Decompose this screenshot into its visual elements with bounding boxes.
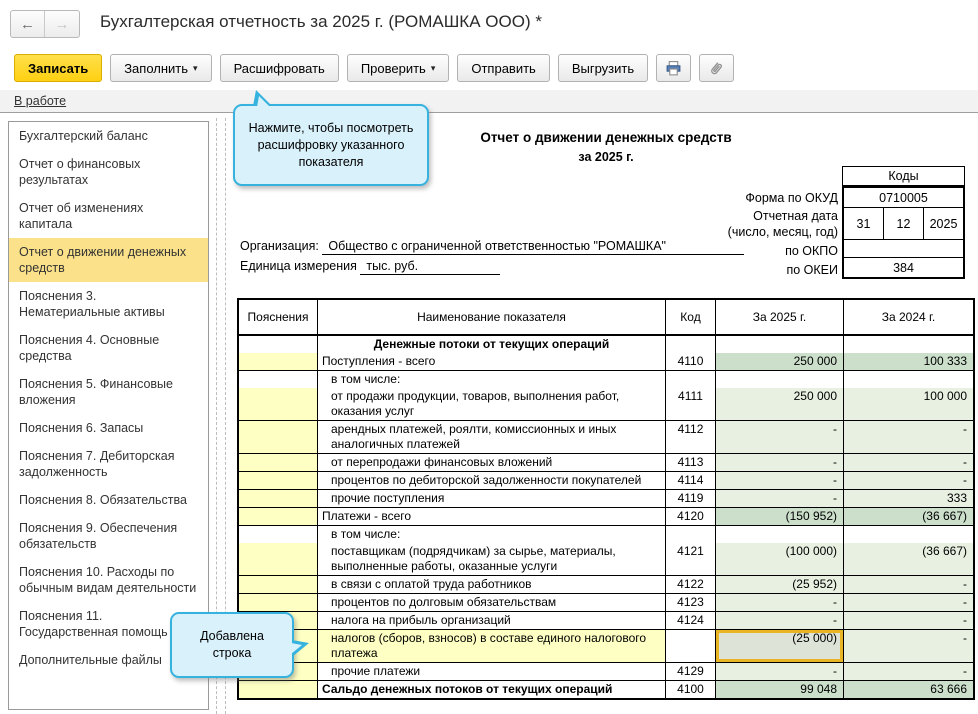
toolbar [14, 54, 734, 82]
indicator-name-cell[interactable]: прочие платежи [317, 663, 665, 680]
value-2025-cell[interactable]: 250 000 [715, 388, 843, 420]
organization-label: Организация: [240, 239, 319, 253]
date-day-cell[interactable]: 31 [856, 216, 871, 231]
value-2025-cell[interactable]: 250 000 [715, 353, 843, 370]
indicator-name-cell[interactable]: Поступления - всего [317, 353, 665, 370]
decrypt-tooltip-text: Нажмите, чтобы посмотреть расшифровку указанного показателя [248, 120, 414, 169]
table-row [239, 353, 973, 370]
header-year-2024: За 2024 г. [843, 300, 973, 334]
indicator-name-cell: Денежные потоки от текущих операций [317, 336, 665, 353]
status-band [0, 90, 978, 113]
explanations-cell[interactable] [239, 576, 317, 593]
explanations-cell[interactable] [239, 543, 317, 575]
indicator-name-cell[interactable]: процентов по дебиторской задолженности покупателей [317, 472, 665, 489]
explanations-cell[interactable] [239, 353, 317, 370]
export-button[interactable]: Выгрузить [558, 54, 648, 82]
code-cell[interactable]: 4120 [665, 508, 715, 525]
indicator-name-cell[interactable]: прочие поступления [317, 490, 665, 507]
added-row-tooltip-text: Добавлена строка [200, 629, 264, 660]
decrypt-tooltip [233, 104, 429, 186]
indicator-name-cell[interactable]: Платежи - всего [317, 508, 665, 525]
sidebar-item[interactable]: Пояснения 4. Основные средства [19, 333, 160, 363]
indicator-name-cell[interactable]: от перепродажи финансовых вложений [317, 454, 665, 471]
code-cell[interactable]: 4129 [665, 663, 715, 680]
okud-value-cell[interactable]: 0710005 [844, 188, 963, 208]
code-cell[interactable] [665, 630, 715, 662]
codes-box [842, 186, 965, 279]
header-code: Код [665, 300, 715, 334]
explanations-cell[interactable] [239, 388, 317, 420]
report-table [237, 298, 975, 700]
back-button[interactable] [11, 11, 45, 37]
code-cell[interactable]: 4123 [665, 594, 715, 611]
fill-button[interactable] [110, 54, 211, 82]
sidebar-item[interactable]: Отчет о движении денежных средств [9, 238, 208, 282]
report-date-cells [844, 208, 963, 240]
value-2025-cell[interactable]: (25 000) [715, 630, 843, 662]
value-2024-cell[interactable]: - [843, 454, 973, 471]
code-cell[interactable]: 4110 [665, 353, 715, 370]
header-explanations: Пояснения [247, 309, 309, 324]
unit-label: Единица измерения [240, 259, 357, 273]
code-cell[interactable]: 4121 [665, 543, 715, 575]
report-title: Отчет о движении денежных средств [480, 130, 732, 145]
codes-header-cell: Коды [842, 166, 965, 186]
table-row [239, 453, 973, 471]
print-button[interactable] [656, 54, 691, 82]
code-cell[interactable]: 4111 [665, 388, 715, 420]
sidebar-item[interactable]: Отчет о финансовых результатах [19, 157, 141, 187]
value-2025-cell[interactable]: - [715, 490, 843, 507]
explanations-cell[interactable] [239, 472, 317, 489]
code-cell [665, 336, 715, 353]
value-2024-cell[interactable]: 333 [843, 490, 973, 507]
code-cell[interactable]: 4100 [665, 681, 715, 698]
value-2024-cell[interactable]: 100 333 [843, 353, 973, 370]
send-button[interactable]: Отправить [457, 54, 549, 82]
value-2025-cell [715, 526, 843, 543]
code-cell[interactable]: 4124 [665, 612, 715, 629]
sidebar-item[interactable]: Пояснения 10. Расходы по обычным видам деятельности [19, 565, 197, 595]
table-row [239, 575, 973, 593]
value-2025-cell [715, 371, 843, 388]
value-2024-cell[interactable]: - [843, 663, 973, 680]
explanations-cell [239, 371, 317, 388]
decrypt-button[interactable]: Расшифровать [220, 54, 339, 82]
unit-line [240, 259, 500, 275]
value-2025-cell[interactable]: (100 000) [715, 543, 843, 575]
table-row [239, 420, 973, 453]
sidebar-item[interactable]: Пояснения 11. Государственная помощь [19, 609, 168, 639]
indicator-name-cell[interactable]: поставщикам (подрядчикам) за сырье, материалы, выполненные работы, оказанные услуги [317, 543, 665, 575]
indicator-name-cell[interactable]: налогов (сборов, взносов) в составе единого налогового платежа [317, 630, 665, 662]
indicator-name-cell[interactable]: арендных платежей, роялти, комиссионных и иных аналогичных платежей [317, 421, 665, 453]
date-year-cell[interactable]: 2025 [923, 208, 963, 239]
paperclip-icon [708, 60, 725, 77]
code-cell[interactable]: 4122 [665, 576, 715, 593]
chevron-down-icon: ▾ [193, 62, 198, 73]
value-2025-cell[interactable]: - [715, 454, 843, 471]
value-2024-cell [843, 336, 973, 353]
okpo-label: по ОКПО [785, 244, 838, 258]
check-button[interactable] [347, 54, 450, 82]
value-2025-cell[interactable]: (25 952) [715, 576, 843, 593]
table-row [239, 662, 973, 680]
table-row [239, 370, 973, 388]
table-row [239, 593, 973, 611]
value-2024-cell [843, 526, 973, 543]
value-2024-cell[interactable]: - [843, 472, 973, 489]
okud-label: Форма по ОКУД [745, 191, 838, 205]
check-button-label: Проверить [360, 60, 426, 76]
sidebar-item[interactable]: Дополнительные файлы [19, 653, 162, 667]
indicator-name-cell[interactable]: от продажи продукции, товаров, выполнения работ, оказания услуг [317, 388, 665, 420]
indicator-name-cell[interactable]: процентов по долговым обязательствам [317, 594, 665, 611]
code-cell [665, 526, 715, 543]
report-date-label: Отчетная дата [753, 209, 838, 223]
organization-line [240, 239, 744, 255]
value-2025-cell[interactable]: - [715, 612, 843, 629]
sidebar-item[interactable]: Пояснения 9. Обеспечения обязательств [19, 521, 178, 551]
explanations-cell [239, 526, 317, 543]
value-2024-cell[interactable]: 63 666 [843, 681, 973, 698]
value-2025-cell[interactable]: - [715, 663, 843, 680]
back-arrow-icon: ← [20, 15, 35, 33]
attach-button[interactable] [699, 54, 734, 82]
report-date-sublabel: (число, месяц, год) [727, 225, 838, 239]
value-2025-cell[interactable]: - [715, 421, 843, 453]
sidebar-item[interactable]: Пояснения 3. Нематериальные активы [19, 289, 165, 319]
organization-value[interactable]: Общество с ограниченной ответственностью "РОМАШКА" [322, 239, 744, 255]
value-2024-cell[interactable]: - [843, 630, 973, 662]
table-row [239, 489, 973, 507]
value-2024-cell[interactable]: 100 000 [843, 388, 973, 420]
code-cell[interactable]: 4112 [665, 421, 715, 453]
save-button[interactable]: Записать [14, 54, 102, 82]
indicator-name-cell[interactable]: налога на прибыль организаций [317, 612, 665, 629]
code-cell[interactable]: 4113 [665, 454, 715, 471]
report-table-body [239, 336, 973, 698]
tooltip-tail-icon [257, 96, 270, 107]
chevron-down-icon: ▾ [430, 62, 436, 73]
okei-value-cell[interactable]: 384 [893, 260, 914, 275]
nav-buttons [10, 10, 80, 38]
header-year-2025: За 2025 г. [715, 300, 843, 334]
added-row-tooltip [170, 612, 294, 678]
code-cell[interactable]: 4119 [665, 490, 715, 507]
status-link[interactable]: В работе [14, 94, 67, 108]
forward-arrow-icon: → [54, 15, 70, 33]
value-2024-cell [843, 371, 973, 388]
sidebar-list [9, 122, 208, 674]
value-2024-cell[interactable]: - [843, 576, 973, 593]
sidebar-item[interactable]: Пояснения 7. Дебиторская задолженность [19, 449, 175, 479]
explanations-cell [239, 336, 317, 353]
unit-value[interactable]: тыс. руб. [360, 259, 500, 275]
value-2025-cell[interactable]: 99 048 [715, 681, 843, 698]
value-2024-cell[interactable]: - [843, 421, 973, 453]
report-period: за 2025 г. [578, 150, 634, 164]
date-month-cell[interactable]: 12 [883, 208, 923, 239]
sidebar-item[interactable]: Пояснения 8. Обязательства [19, 493, 187, 507]
value-2025-cell[interactable]: - [715, 594, 843, 611]
table-row [239, 611, 973, 629]
explanations-cell[interactable] [239, 594, 317, 611]
table-row [239, 629, 973, 662]
table-row [239, 543, 973, 575]
table-row [239, 471, 973, 489]
indicator-name-cell: в том числе: [317, 371, 665, 388]
sidebar-item[interactable]: Отчет об изменениях капитала [19, 201, 144, 231]
sidebar-item[interactable]: Пояснения 5. Финансовые вложения [19, 377, 173, 407]
explanations-cell[interactable] [239, 454, 317, 471]
code-cell[interactable]: 4114 [665, 472, 715, 489]
header-indicator-name: Наименование показателя [317, 300, 665, 334]
table-row [239, 507, 973, 525]
sidebar-item[interactable]: Пояснения 6. Запасы [19, 421, 144, 435]
indicator-name-cell[interactable]: Сальдо денежных потоков от текущих операций [317, 681, 665, 698]
table-row [239, 525, 973, 543]
sidebar-item[interactable]: Бухгалтерский баланс [19, 129, 148, 143]
explanations-cell[interactable] [239, 490, 317, 507]
indicator-name-cell[interactable]: в связи с оплатой труда работников [317, 576, 665, 593]
table-row [239, 388, 973, 420]
okpo-value-cell[interactable] [844, 240, 963, 258]
value-2024-cell[interactable]: - [843, 594, 973, 611]
codes-labels [560, 190, 838, 278]
forward-button[interactable] [45, 11, 79, 37]
tooltip-tail-icon [291, 643, 302, 654]
code-cell [665, 371, 715, 388]
table-section-row [239, 336, 973, 353]
table-header-row [239, 300, 973, 336]
value-2025-cell[interactable]: - [715, 472, 843, 489]
okei-label: по ОКЕИ [786, 263, 838, 277]
printer-icon [665, 60, 682, 77]
explanations-cell[interactable] [239, 508, 317, 525]
value-2024-cell[interactable]: (36 667) [843, 508, 973, 525]
value-2025-cell[interactable]: (150 952) [715, 508, 843, 525]
value-2024-cell[interactable]: (36 667) [843, 543, 973, 575]
value-2024-cell[interactable]: - [843, 612, 973, 629]
indicator-name-cell: в том числе: [317, 526, 665, 543]
fill-button-label: Заполнить [124, 60, 189, 76]
explanations-cell[interactable] [239, 681, 317, 698]
page-title: Бухгалтерская отчетность за 2025 г. (РОМАШКА ООО) * [100, 12, 542, 31]
table-row [239, 680, 973, 698]
value-2025-cell [715, 336, 843, 353]
explanations-cell[interactable] [239, 421, 317, 453]
